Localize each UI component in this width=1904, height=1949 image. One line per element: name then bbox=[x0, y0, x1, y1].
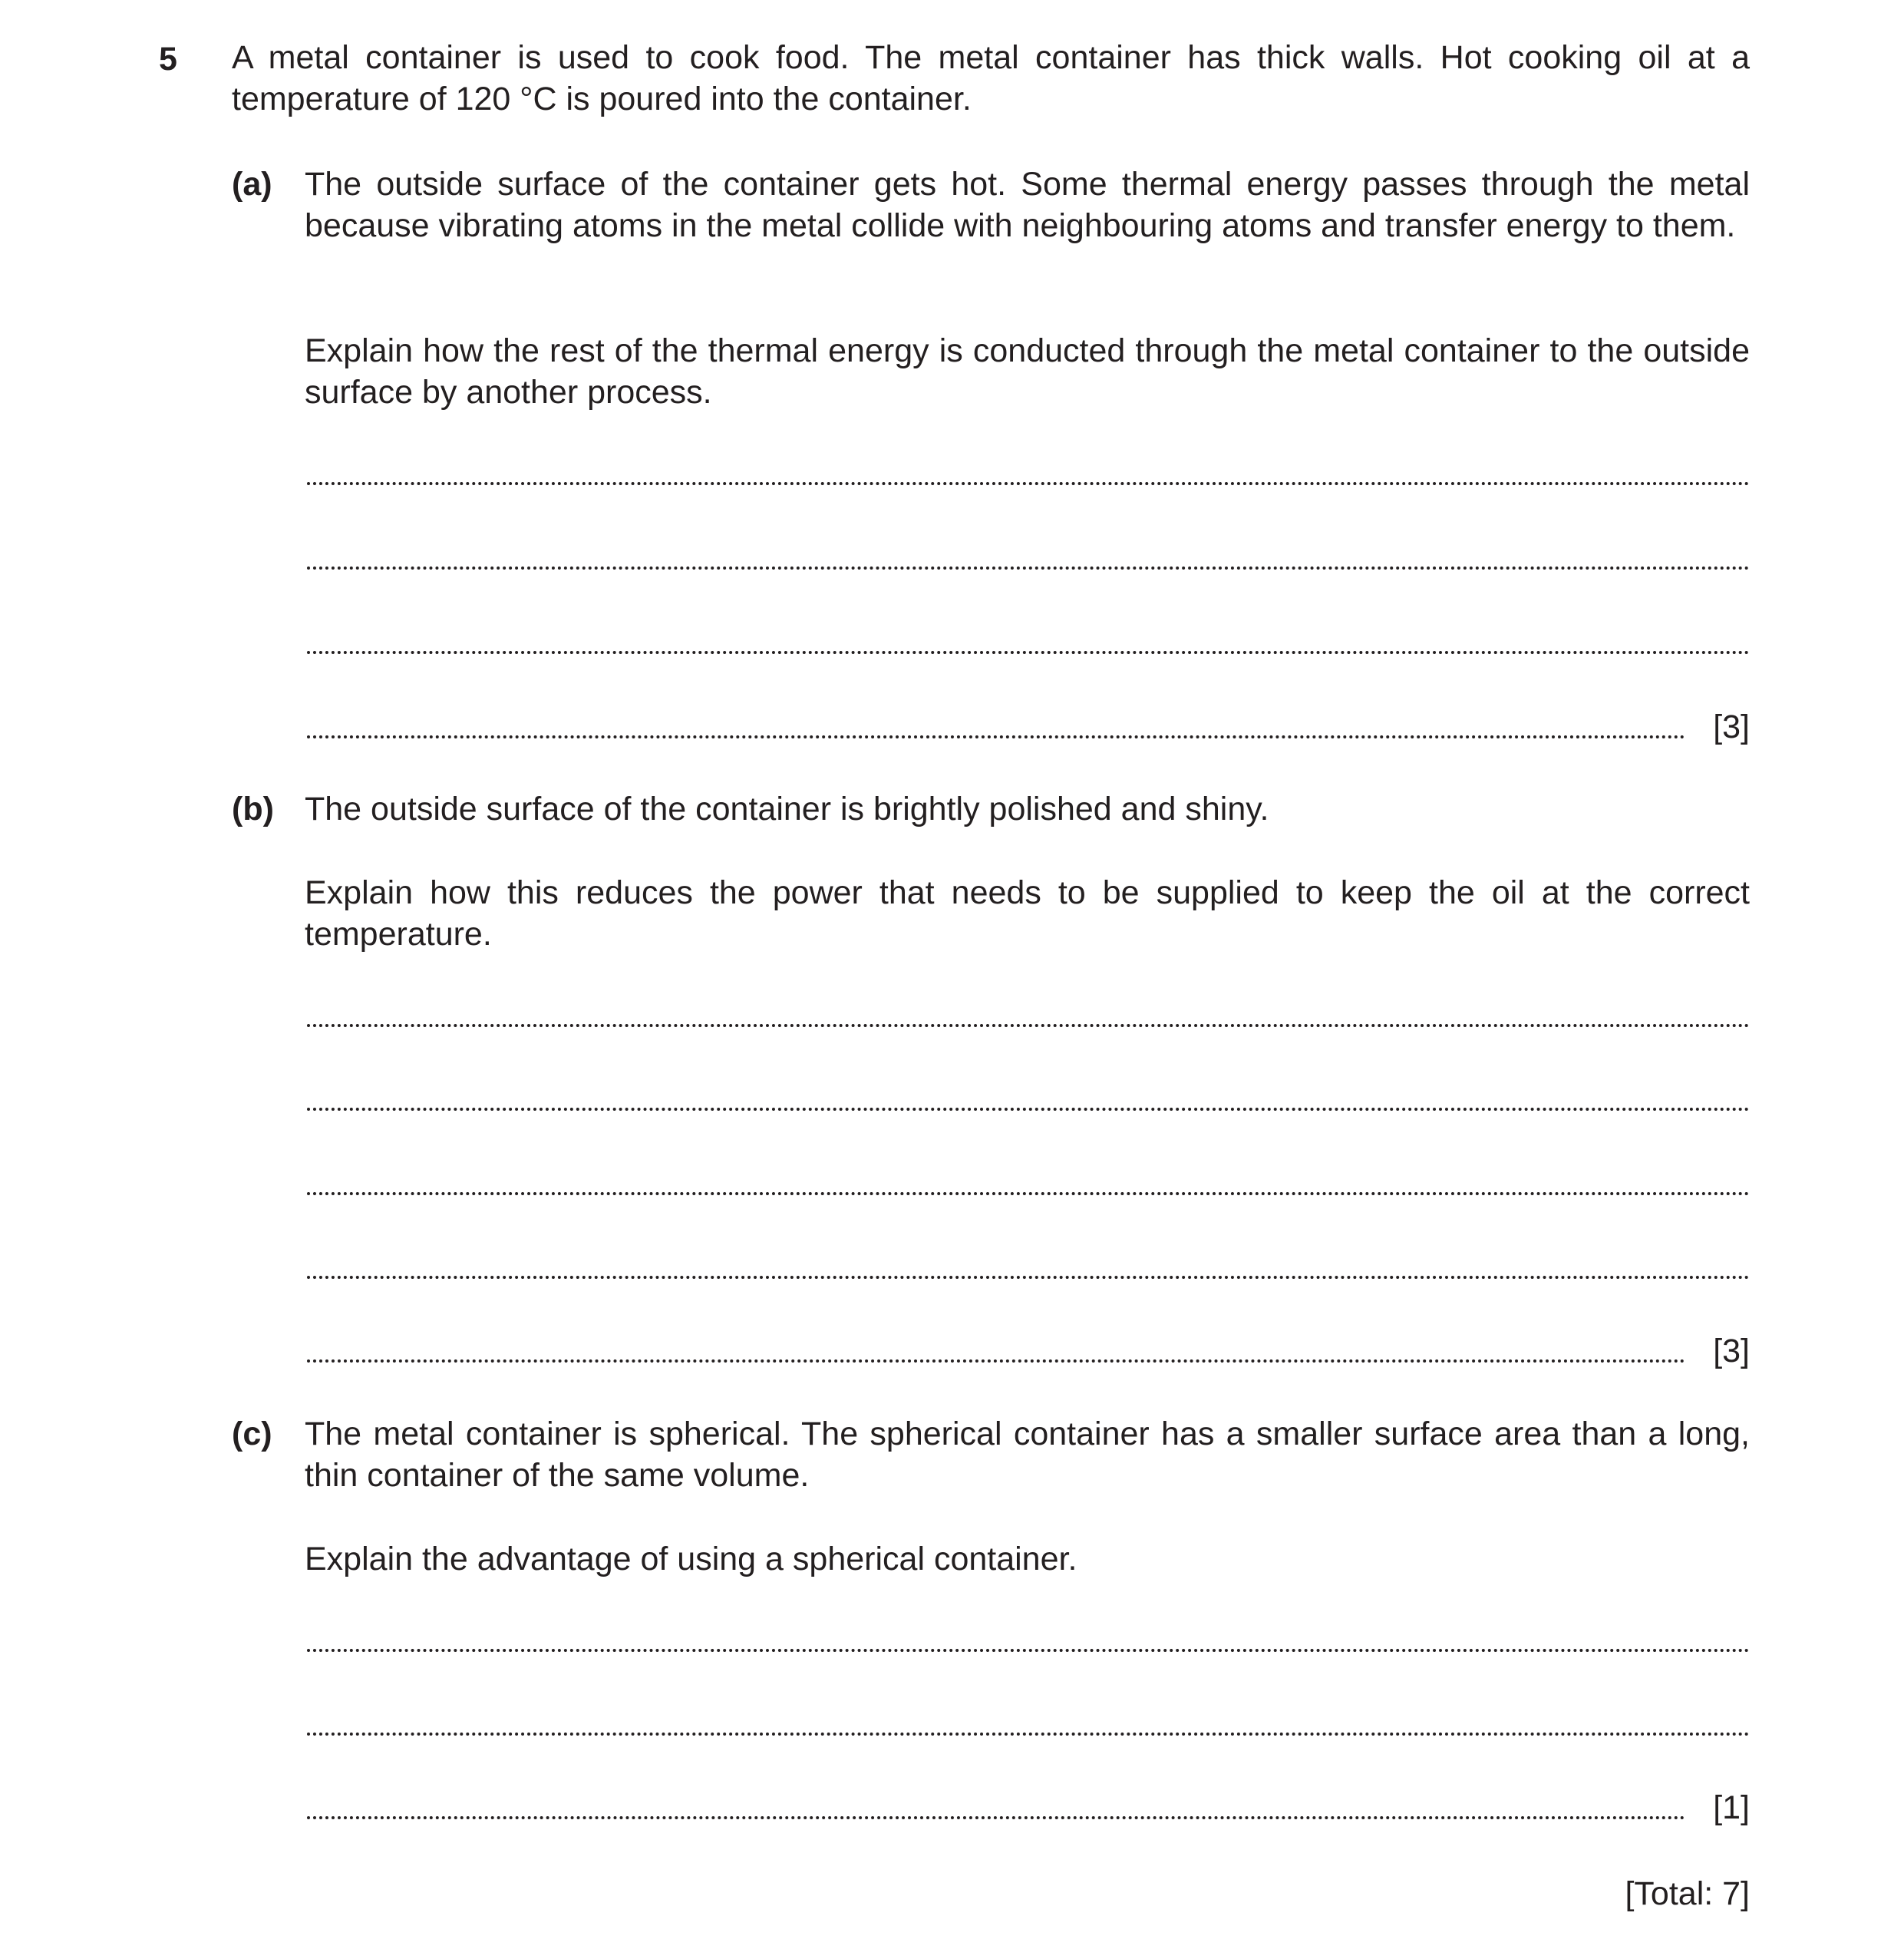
part-b-answer-line-1[interactable] bbox=[307, 1024, 1750, 1027]
part-a-answer-line-2[interactable] bbox=[307, 567, 1750, 570]
total-marks: [Total: 7] bbox=[1625, 1875, 1750, 1912]
part-b-marks: [3] bbox=[1713, 1333, 1750, 1369]
part-b-answer-line-5[interactable] bbox=[307, 1359, 1685, 1363]
part-c-marks: [1] bbox=[1713, 1789, 1750, 1826]
part-a-answer-line-1[interactable] bbox=[307, 482, 1750, 485]
part-c-label: (c) bbox=[232, 1416, 272, 1452]
part-b-answer-line-4[interactable] bbox=[307, 1276, 1750, 1279]
part-c-text: The metal container is spherical. The spherical container has a smaller surface area than a long, thin container of the same volume. bbox=[305, 1416, 1750, 1494]
part-b-answer-line-3[interactable] bbox=[307, 1192, 1750, 1195]
part-c-answer-line-3[interactable] bbox=[307, 1816, 1685, 1819]
part-b-instruction: Explain how this reduces the power that needs to be supplied to keep the oil at the correct temperature. bbox=[305, 874, 1750, 953]
part-c-answer-line-1[interactable] bbox=[307, 1649, 1750, 1652]
part-b-label: (b) bbox=[232, 791, 274, 827]
question-intro: A metal container is used to cook food. The metal container has thick walls. Hot cooking oil at a temperature of 120 °C is poured into the container. bbox=[232, 39, 1750, 117]
part-c-instruction: Explain the advantage of using a spherical container. bbox=[305, 1541, 1077, 1577]
part-a-marks: [3] bbox=[1713, 709, 1750, 745]
part-a-instruction: Explain how the rest of the thermal energy is conducted through the metal container to the outside surface by another process. bbox=[305, 332, 1750, 411]
question-number: 5 bbox=[159, 41, 177, 78]
part-b-text: The outside surface of the container is brightly polished and shiny. bbox=[305, 791, 1269, 827]
part-a-label: (a) bbox=[232, 166, 272, 203]
part-c-answer-line-2[interactable] bbox=[307, 1733, 1750, 1736]
part-a-answer-line-4[interactable] bbox=[307, 735, 1685, 738]
part-b-answer-line-2[interactable] bbox=[307, 1108, 1750, 1111]
part-a-text: The outside surface of the container gets hot. Some thermal energy passes through the metal because vibrating atoms in the metal collide with neighbouring atoms and transfer energy to them. bbox=[305, 166, 1750, 244]
part-a-answer-line-3[interactable] bbox=[307, 651, 1750, 654]
